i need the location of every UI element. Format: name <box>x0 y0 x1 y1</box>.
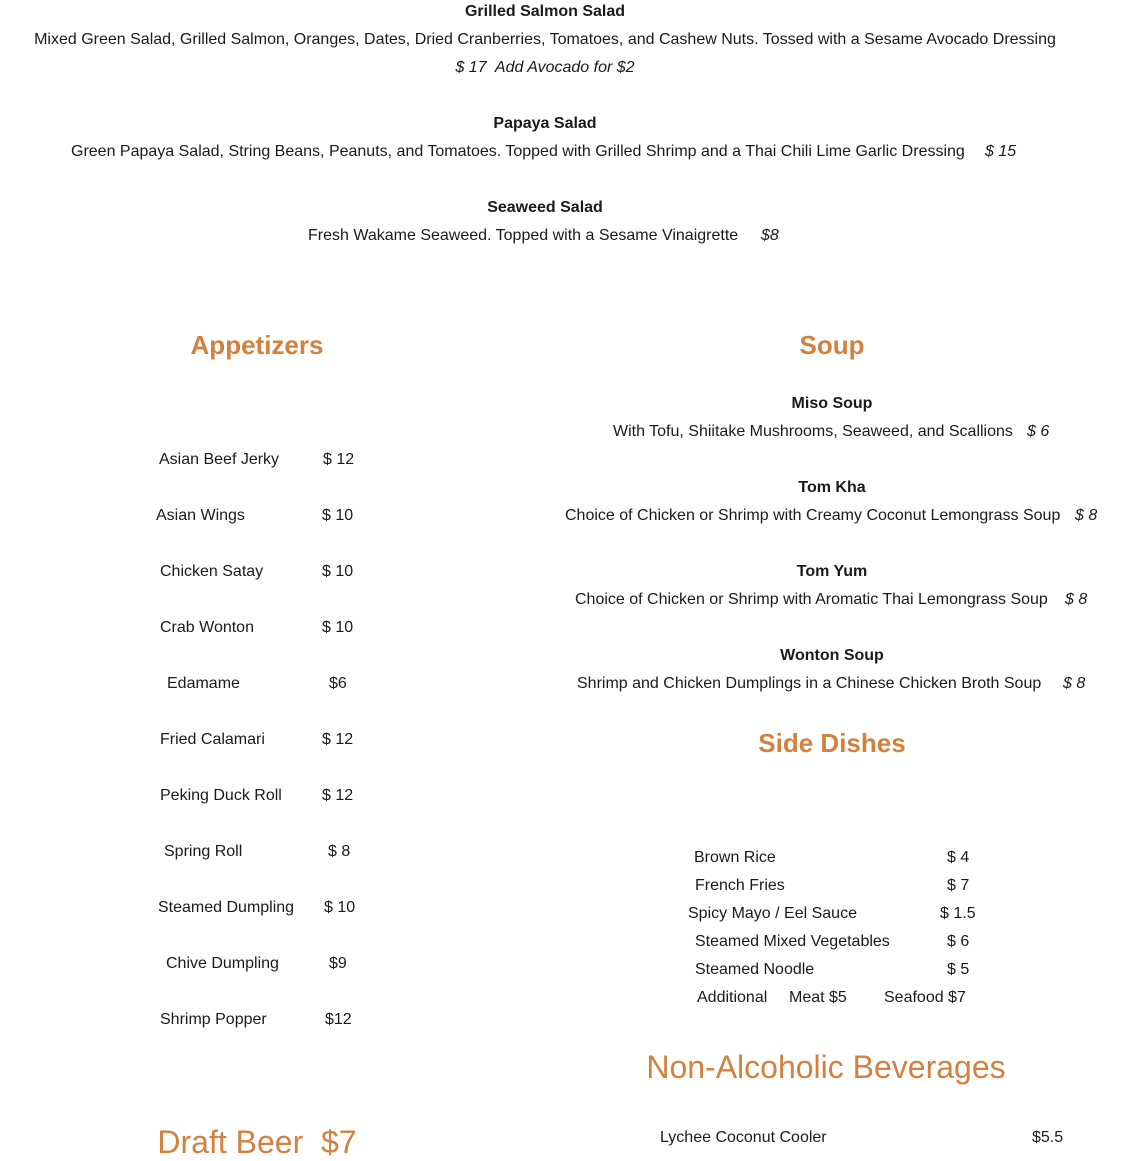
side-dish-price: $ 7 <box>947 877 970 894</box>
appetizers-heading: Appetizers <box>190 330 324 360</box>
soup-name: Wonton Soup <box>780 647 884 664</box>
salad-desc-papaya: Green Papaya Salad, String Beans, Peanuts, and Tomatoes. Topped with Grilled Shrimp and a Thai Chili Lime Garlic Dressing <box>71 143 965 160</box>
soup-price: $ 8 <box>1063 675 1086 692</box>
appetizer-price: $6 <box>329 675 347 692</box>
appetizer-name: Shrimp Popper <box>160 1011 267 1028</box>
soup-name: Miso Soup <box>791 395 873 412</box>
appetizer-price: $ 8 <box>328 843 351 860</box>
side-dishes-heading: Side Dishes <box>758 728 906 758</box>
side-dish-name: Brown Rice <box>694 849 776 866</box>
appetizer-price: $ 10 <box>322 563 354 580</box>
appetizer-price: $ 12 <box>323 451 355 468</box>
soup-desc: Shrimp and Chicken Dumplings in a Chinese Chicken Broth Soup <box>577 675 1042 692</box>
soup-name: Tom Yum <box>796 563 868 580</box>
side-dish-name: Steamed Noodle <box>695 961 815 978</box>
salad-name-papaya: Papaya Salad <box>493 115 597 132</box>
soup-price: $ 6 <box>1027 423 1050 440</box>
appetizer-price: $ 12 <box>322 787 354 804</box>
appetizer-price: $ 10 <box>322 619 354 636</box>
appetizer-price: $ 12 <box>322 731 354 748</box>
appetizer-name: Chive Dumpling <box>166 955 279 972</box>
side-dish-price: $ 5 <box>947 961 970 978</box>
appetizer-name: Asian Wings <box>156 507 245 524</box>
side-dish-name: Steamed Mixed Vegetables <box>695 933 890 950</box>
appetizer-price: $12 <box>325 1011 352 1028</box>
appetizer-name: Spring Roll <box>164 843 243 860</box>
soup-name: Tom Kha <box>798 479 866 496</box>
appetizer-name: Steamed Dumpling <box>158 899 295 916</box>
salad-price-papaya: $ 15 <box>985 143 1017 160</box>
appetizer-name: Crab Wonton <box>160 619 254 636</box>
salad-name-seaweed: Seaweed Salad <box>487 199 603 216</box>
appetizer-name: Chicken Satay <box>160 563 264 580</box>
salad-price-seaweed: $8 <box>761 227 779 244</box>
appetizer-name: Peking Duck Roll <box>160 787 282 804</box>
salad-price-grilled-salmon: $ 17 Add Avocado for $2 <box>455 59 635 76</box>
salad-desc-seaweed: Fresh Wakame Seaweed. Topped with a Sesame Vinaigrette <box>308 227 739 244</box>
beverage-name: Lychee Coconut Cooler <box>660 1129 827 1146</box>
soup-price: $ 8 <box>1065 591 1088 608</box>
salad-desc-grilled-salmon: Mixed Green Salad, Grilled Salmon, Oranges, Dates, Dried Cranberries, Tomatoes, and Cashew Nuts. Tossed with a Sesame Avocado Dressing <box>34 31 1056 48</box>
soup-desc: With Tofu, Shiitake Mushrooms, Seaweed, and Scallions <box>613 423 1013 440</box>
appetizer-name: Asian Beef Jerky <box>159 451 280 468</box>
appetizer-price: $ 10 <box>322 507 354 524</box>
beverage-price: $5.5 <box>1032 1129 1064 1146</box>
side-dish-price: $ 4 <box>947 849 970 866</box>
salad-name-grilled-salmon: Grilled Salmon Salad <box>464 3 626 20</box>
side-additional-seafood: Seafood $7 <box>884 989 966 1006</box>
appetizer-price: $ 10 <box>324 899 356 916</box>
soup-desc: Choice of Chicken or Shrimp with Aromatic Thai Lemongrass Soup <box>575 591 1048 608</box>
side-dish-price: $ 1.5 <box>940 905 976 922</box>
soup-desc: Choice of Chicken or Shrimp with Creamy Coconut Lemongrass Soup <box>565 507 1061 524</box>
side-dish-price: $ 6 <box>947 933 970 950</box>
side-dish-name: French Fries <box>695 877 785 894</box>
appetizer-price: $9 <box>329 955 347 972</box>
draft-beer-heading: Draft Beer $7 <box>157 1124 357 1160</box>
side-dish-name: Spicy Mayo / Eel Sauce <box>688 905 857 922</box>
side-additional-meat: Meat $5 <box>789 989 847 1006</box>
soup-heading: Soup <box>799 330 865 360</box>
soup-price: $ 8 <box>1075 507 1098 524</box>
appetizer-name: Fried Calamari <box>160 731 265 748</box>
side-additional-label: Additional <box>697 989 768 1006</box>
beverages-heading: Non-Alcoholic Beverages <box>646 1049 1006 1085</box>
appetizer-name: Edamame <box>167 675 240 692</box>
